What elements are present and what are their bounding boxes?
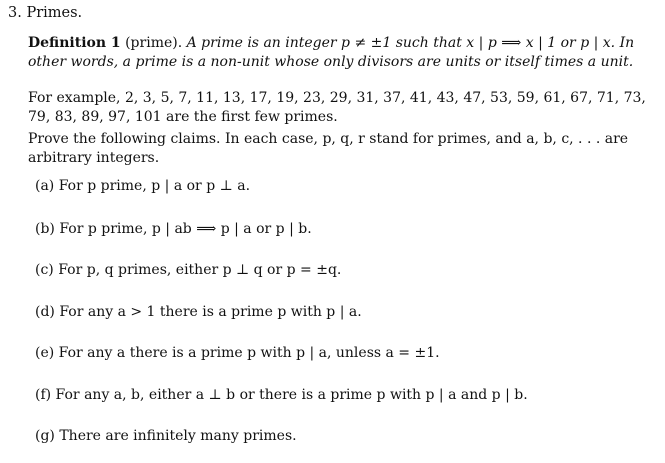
claim-f: (f) For any a, b, either a ⊥ b or there is a prime p with p | a and p | b.	[35, 387, 528, 403]
definition-block	[28, 34, 653, 72]
section-title: 3. Primes.	[8, 5, 83, 21]
definition-name: (prime).	[125, 35, 183, 51]
claim-a: (a) For p prime, p | a or p ⊥ a.	[35, 178, 251, 194]
instructions-paragraph: Prove the following claims. In each case, p, q, r stand for primes, and a, b, c, . . . are arbitrary integers.	[28, 131, 629, 166]
claim-d: (d) For any a > 1 there is a prime p with p | a.	[35, 304, 362, 320]
claim-e: (e) For any a there is a prime p with p | a, unless a = ±1.	[35, 345, 440, 361]
definition-label: Definition 1	[28, 35, 121, 51]
claim-g: (g) There are infinitely many primes.	[35, 428, 297, 444]
definition-text: A prime is an integer p ≠ ±1 such that x | p ⟹ x | 1 or p | x. In other words, a prime is a non-unit whose only divisors are units or itself times a unit.	[28, 35, 635, 70]
examples-paragraph: For example, 2, 3, 5, 7, 11, 13, 17, 19, 23, 29, 31, 37, 41, 43, 47, 53, 59, 61, 67, 71, 73, 79, 83, 89, 97, 101 are the first few primes.	[28, 90, 646, 125]
claim-c: (c) For p, q primes, either p ⊥ q or p = ±q.	[35, 262, 342, 278]
claim-b: (b) For p prime, p | ab ⟹ p | a or p | b.	[35, 221, 312, 237]
